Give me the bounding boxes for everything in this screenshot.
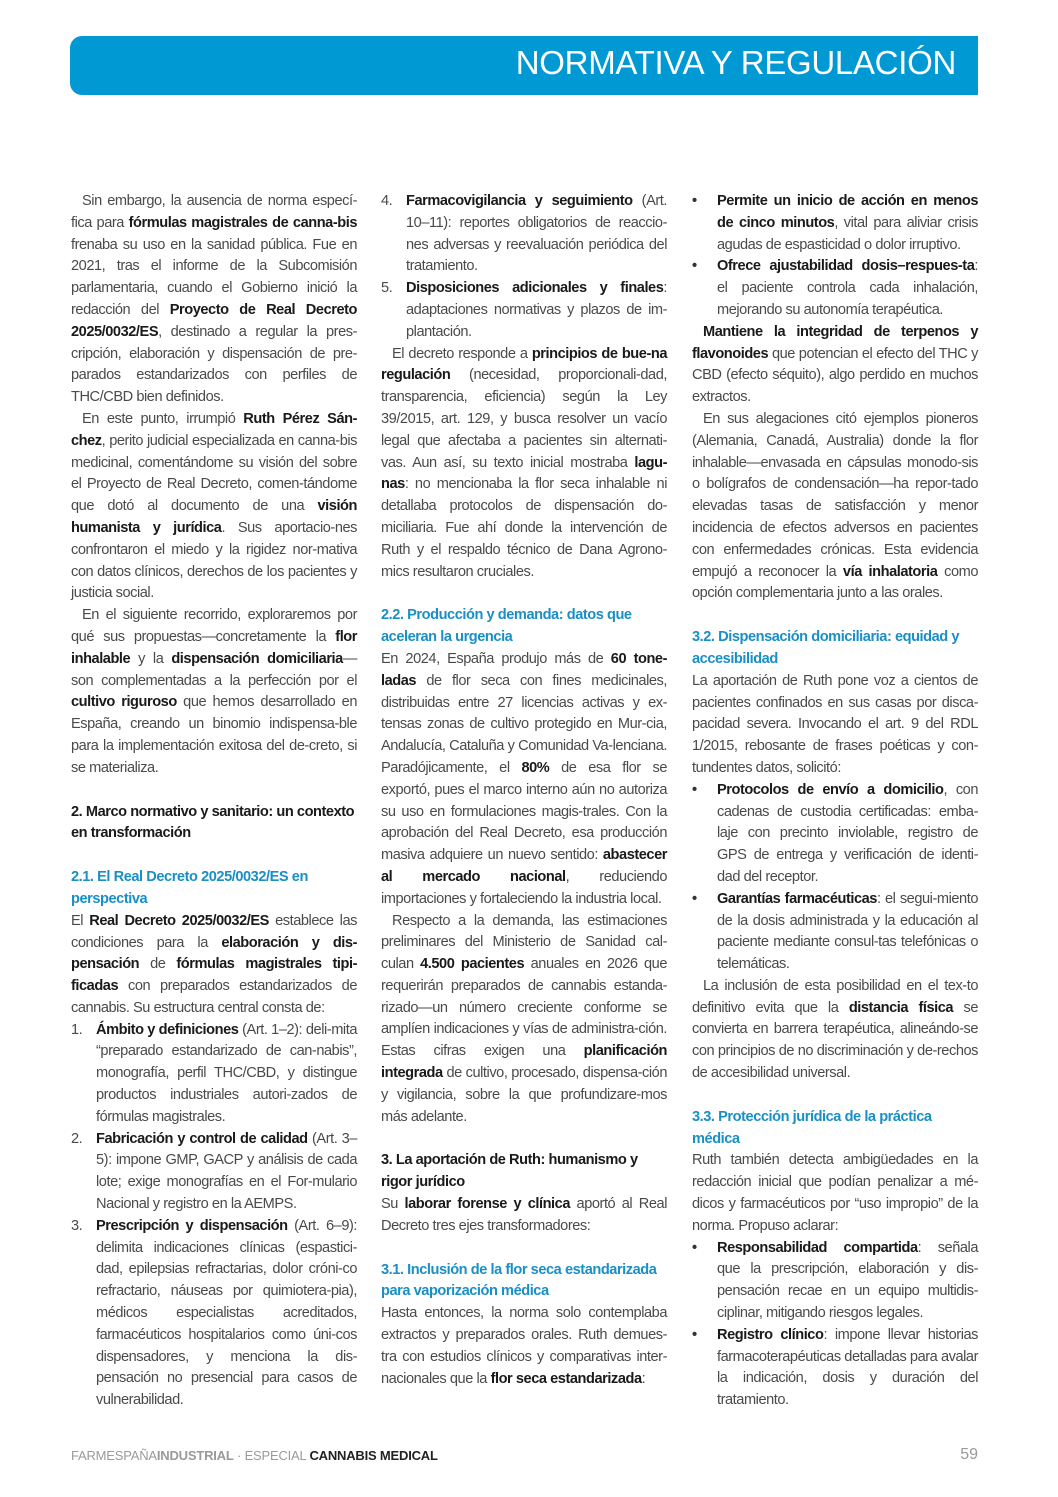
paragraph: Ruth también detecta ambigüedades en la redacción inicial que podían penalizar a mé-dicos y farmacéuticos por “uso impropio” de la norma. Propuso aclarar: (692, 1152, 978, 1234)
paragraph: En el siguiente recorrido, exploraremos por qué sus propuestas—concretamente la flor inhalable y la dispensación domiciliaria—son complementadas a la perfección por el cultivo riguroso que hemos desarrollado en España, creando un binomio indispensa-ble para la implementación exitosa del de-creto, si se materializa. (71, 607, 358, 776)
list-item: 1. Ámbito y definiciones (Art. 1–2): deli-mita “preparado estandarizado de can-nabis”, monografía, perfil THC/CBD, y distingue productos industriales autori-zados de fórmulas magistrales. (71, 1021, 357, 1125)
list-item: 5. Disposiciones adicionales y finales: adaptaciones normativas y plazos de im-plantación. (381, 280, 667, 340)
column-3 (692, 191, 978, 1412)
bullet-icon: • (692, 781, 697, 798)
list-item: • Protocolos de envío a domicilio, con cadenas de custodia certificadas: emba-laje con precinto inviolable, registro de GPS de entrega y verificación de identi-dad del receptor. (692, 781, 979, 885)
column-1 (71, 191, 357, 1412)
footer-special-bold: CANNABIS MEDICAL (309, 1448, 438, 1463)
bullet-list (692, 780, 978, 976)
list-item: • Responsabilidad compartida: señala que la prescripción, elaboración y dis-pensación recae en un equipo multidis-ciplinar, mitigando riesgos legales. (692, 1239, 978, 1322)
subsection-heading: 3.2. Dispensación domiciliaria: equidad y accesibilidad (692, 629, 960, 667)
bullet-icon: • (692, 890, 697, 907)
paragraph: Mantiene la integridad de terpenos y flavonoides que potencian el efecto del THC y CBD (efecto séquito), algo perdido en muchos extractos. (692, 323, 978, 406)
list-item: • Garantías farmacéuticas: el segui-miento de la dosis administrada y la educación al paciente mediante consul-tas telefónicas o telemáticas. (692, 890, 978, 973)
bullet-list (692, 1238, 978, 1412)
bullet-icon: • (692, 1326, 697, 1343)
subsection-heading: 3.1. Inclusión de la flor seca estandarizada para vaporización médica (381, 1261, 657, 1300)
subsection-heading: 2.2. Producción y demanda: datos que aceleran la urgencia (381, 607, 632, 646)
paragraph: Respecto a la demanda, las estimaciones preliminares del Ministerio de Sanidad cal-culan 4.500 pacientes anuales en 2026 que requerirán preparados de cannabis estanda-rizado—un número creciente conforme se amplíen indicaciones y vías de administra-ción. Estas cifras exigen una planificación integrada de cultivo, procesado, dispensa-ción y vigilancia, sobre la que profundizare-mos más adelante. (381, 912, 668, 1125)
bullet-icon: • (692, 1239, 697, 1256)
list-item: • Permite un inicio de acción en menos de cinco minutos, vital para aliviar crisis agudas de espasticidad o dolor irruptivo. (692, 193, 978, 253)
section-header-bar (70, 36, 978, 95)
list-item: • Registro clínico: impone llevar historias farmacoterapéuticas detalladas para avalar la indicación, dosis y duración del tratamiento. (692, 1326, 978, 1409)
footer-special-light: ESPECIAL (244, 1448, 310, 1463)
footer-brand-light: FARMESPAÑA (71, 1448, 157, 1463)
paragraph: Sin embargo, la ausencia de norma especí-fica para fórmulas magistrales de canna-bis frenaba su uso en la sanidad pública. Fue en 2021, tras el informe de la Subcomisión parlamentaria, cuando el Gobierno inició la redacción del Proyecto de Real Decreto 2025/0032/ES, destinado a regular la pres-cripción, elaboración y dispensación de pre-parados estandarizados con perfiles de THC/CBD bien definidos. (71, 193, 358, 406)
paragraph: La aportación de Ruth pone voz a cientos de pacientes confinados en sus casas por disca-pacidad severa. Invocando el art. 9 del RDL 1/2015, rebosante de frases poéticas y con-tundentes datos, solicitó: (692, 672, 978, 776)
list-item: • Ofrece ajustabilidad dosis–respues-ta: el paciente controla cada inhalación, mejorando su autonomía terapéutica. (692, 258, 978, 318)
section-title: NORMATIVA Y REGULACIÓN (515, 44, 956, 81)
footer-brand-bold: INDUSTRIAL (156, 1448, 234, 1463)
bullet-list (692, 191, 978, 322)
list-item: 2. Fabricación y control de calidad (Art. 3–5): impone GMP, GACP y análisis de cada lote; exige monografías en el For-mulario Nacional y registro en la AEMPS. (71, 1130, 358, 1213)
paragraph: En sus alegaciones citó ejemplos pioneros (Alemania, Canadá, Australia) donde la flor inhalable—envasada en cápsulas monodo-sis o bolígrafos de condensación—ha repor-tado elevadas tasas de satisfacción y menor incidencia de efectos adversos en pacientes con enfermedades crónicas. Esta evidencia empujó a reconocer la vía inhalatoria como opción complementaria junto a las orales. (692, 410, 978, 602)
bullet-icon: • (692, 258, 697, 275)
list-item: 4. Farmacovigilancia y seguimiento (Art. 10–11): reportes obligatorios de reaccio-nes adversas y reevaluación periódica del tratamiento. (381, 193, 667, 275)
paragraph: Su laborar forense y clínica aportó al Real Decreto tres ejes transformadores: (381, 1196, 667, 1234)
paragraph: En 2024, España produjo más de 60 tone-ladas de flor seca con fines medicinales, distribuidas entre 27 licencias activas y ex-tensas zonas de cultivo protegido en Mur-cia, Andalucía, Cataluña y Comunidad Va-lenciana. Paradójicamente, el 80% de esa flor se exportó, pues el marco interno aún no autoriza su uso en formulaciones magis-trales. Con la aprobación del Real Decreto, esa producción masiva adquiere un nuevo sentido: abastecer al mercado nacional, reduciendo importaciones y fortaleciendo la industria local. (381, 650, 667, 907)
paragraph: El decreto responde a principios de bue-na regulación (necesidad, proporcionali-dad, transparencia, eficiencia) según la Ley 39/2015, art. 129, y busca resolver un vacío legal que afectaba a pacientes sin alternati-vas. Aun así, su texto inicial mostraba lagu-nas: no mencionaba la flor seca inhalable ni detallaba protocolos de dispensación do-miciliaria. Fue ahí donde la intervención de Ruth y el respaldo técnico de Dana Agrono-mics resultaron cruciales. (381, 345, 667, 580)
paragraph: Hasta entonces, la norma solo contemplaba extractos y preparados orales. Ruth demues-tra con estudios clínicos y comparativas inter-nacionales que la flor seca estandarizada: (381, 1305, 667, 1387)
section-heading: 3. La aportación de Ruth: humanismo y rigor jurídico (381, 1152, 638, 1191)
column-2 (381, 191, 667, 1390)
paragraph: El Real Decreto 2025/0032/ES establece las condiciones para la elaboración y dis-pensación de fórmulas magistrales tipi-ficadas con preparados estandarizados de cannabis. Su estructura central consta de: (71, 912, 357, 1016)
subsection-heading: 2.1. El Real Decreto 2025/0032/ES en perspectiva (71, 869, 308, 907)
numbered-list (71, 1020, 357, 1412)
footer-separator: · (233, 1448, 245, 1463)
paragraph: En este punto, irrumpió Ruth Pérez Sán-chez, perito judicial especializada en canna-bis medicinal, comentándome su visión del sobre el Proyecto de Real Decreto, comen-tándome que dotó al documento de una visión humanista y jurídica. Sus aportacio-nes confrontaron el miedo y la rigidez nor-mativa con datos clínicos, derechos de los pacientes y justicia social. (71, 410, 358, 602)
section-heading: 2. Marco normativo y sanitario: un contexto en transformación (71, 803, 355, 842)
subsection-heading: 3.3. Protección jurídica de la práctica médica (692, 1108, 932, 1147)
paragraph: La inclusión de esta posibilidad en el tex-to definitivo evita que la distancia física se convierta en barrera terapéutica, alineándo-se con principios de no discriminación y de-rechos de accesibilidad universal. (692, 977, 978, 1082)
footer-publication (71, 1448, 438, 1463)
page-number: 59 (960, 1446, 978, 1463)
bullet-icon: • (692, 193, 697, 209)
list-item: 3. Prescripción y dispensación (Art. 6–9): delimita indicaciones clínicas (espastici-dad, epilepsias refractarias, dolor cróni-co refractario, náuseas por quimiotera-pia), médicos especialistas acreditados, farmacéuticos hospitalarios como úni-cos dispensadores, y menciona la dis-pensación no presencial para casos de vulnerabilidad. (71, 1217, 357, 1409)
numbered-list (381, 191, 667, 344)
